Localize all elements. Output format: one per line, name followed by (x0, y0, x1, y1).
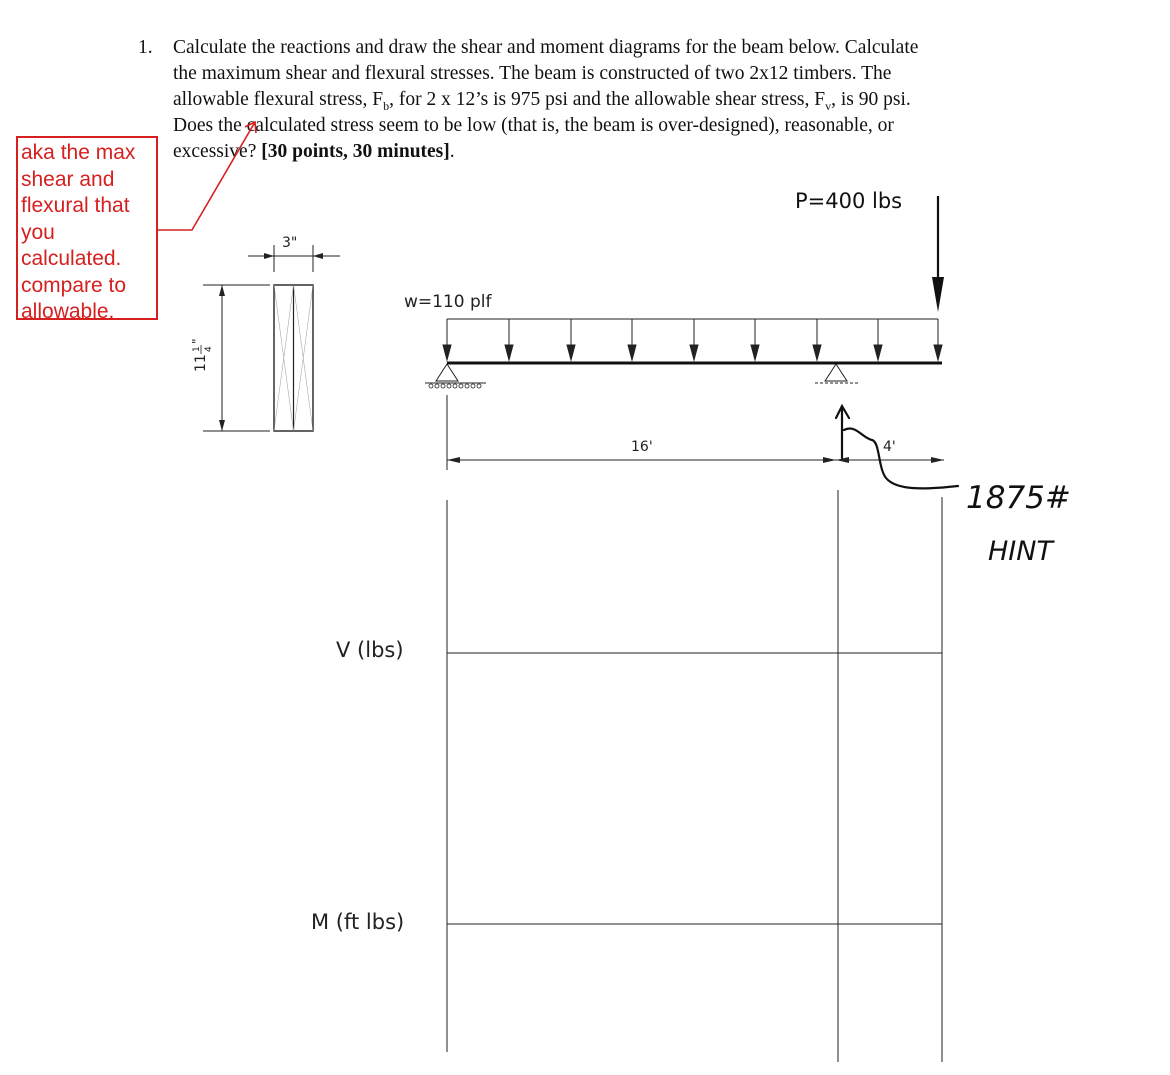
line3-end: , is 90 psi. (831, 89, 911, 110)
roller-support (815, 364, 860, 383)
subscript-v: v (825, 98, 832, 113)
span-dimension (447, 395, 944, 470)
udl-arrow-head (443, 345, 451, 360)
subscript-b: b (383, 98, 390, 113)
diagram-grid (447, 490, 942, 1062)
shear-axis-label: V (lbs) (336, 638, 404, 662)
udl-arrow-head (874, 345, 882, 360)
span-overhang-label: 4' (883, 439, 896, 455)
annotation-line-2: shear and (21, 167, 115, 191)
distributed-load-label: w=110 plf (404, 292, 492, 312)
udl-arrow-head (567, 345, 575, 360)
cross-section (203, 245, 340, 431)
udl-arrow-head (813, 345, 821, 360)
section-width-label: 3" (282, 235, 298, 251)
section-depth-inch: " (190, 338, 204, 344)
points-text: [30 points, 30 minutes] (261, 141, 450, 162)
point-load-label: P=400 lbs (795, 189, 903, 213)
line3-start: allowable flexural stress, F (173, 89, 384, 110)
udl-arrow-head (505, 345, 513, 360)
udl-arrow-head (751, 345, 759, 360)
udl-arrows (443, 319, 942, 360)
hint-label: HINT (988, 536, 1053, 567)
point-load-arrow (932, 196, 944, 312)
line5-end: . (449, 141, 455, 162)
section-depth-label (190, 338, 214, 372)
pin-support (425, 364, 486, 388)
udl-arrow-head (690, 345, 698, 360)
hint-callout (836, 406, 958, 488)
section-depth-den: 4 (204, 346, 214, 352)
annotation-line-1: aka the max (21, 141, 136, 164)
problem-line-2: the maximum shear and flexural stresses. The beam is constructed of two 2x12 timbers. The (173, 63, 892, 84)
problem-line-1: Calculate the reactions and draw the shear and moment diagrams for the beam below. Calculate (173, 37, 919, 58)
line5-start: excessive? (173, 141, 262, 162)
problem-line-4: Does the calculated stress seem to be low (that is, the beam is over-designed), reasonable, or (173, 115, 894, 136)
annotation-line-7: allowable. (21, 300, 115, 323)
udl-arrow-head (934, 345, 942, 360)
distributed-load (443, 319, 942, 360)
problem-number: 1. (138, 37, 153, 58)
udl-arrow-head (628, 345, 636, 360)
span-main-label: 16' (631, 439, 653, 455)
hint-value: 1875# (966, 480, 1071, 516)
line3-mid: , for 2 x 12’s is 975 psi and the allowable shear stress, F (389, 89, 826, 110)
moment-axis-label: M (ft lbs) (311, 910, 405, 934)
annotation-line-4: you (21, 220, 55, 244)
section-depth-num: 1 (192, 346, 202, 352)
annotation-callout-arrow (158, 122, 256, 230)
annotation-line-3: flexural that (21, 194, 130, 217)
annotation-line-5: calculated. (21, 247, 122, 270)
annotation-line-6: compare to (21, 273, 127, 297)
section-depth-whole: 11 (193, 354, 209, 372)
